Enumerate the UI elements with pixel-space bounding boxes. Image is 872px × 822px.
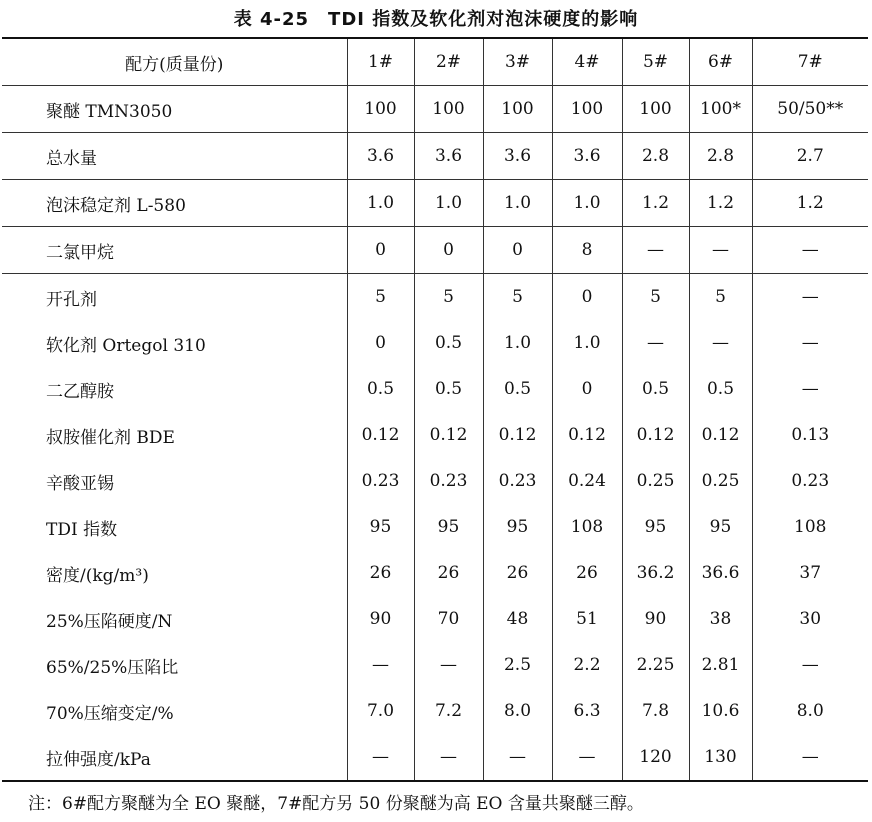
table-row bbox=[2, 688, 868, 734]
header-cell: 1# bbox=[347, 38, 414, 86]
table-cell: 48 bbox=[483, 596, 552, 642]
table-cell: 26 bbox=[347, 550, 414, 596]
table-cell: — bbox=[622, 320, 689, 366]
table-cell: 108 bbox=[552, 504, 622, 550]
header-cell: 4# bbox=[552, 38, 622, 86]
table-cell: — bbox=[552, 734, 622, 781]
table-cell: 0.23 bbox=[483, 458, 552, 504]
row-label: 密度/(kg/m³) bbox=[46, 565, 149, 586]
table-cell: 5 bbox=[483, 274, 552, 321]
table-cell: 0.12 bbox=[622, 412, 689, 458]
table-cell: 0 bbox=[347, 320, 414, 366]
table-row bbox=[2, 180, 868, 227]
table-row bbox=[2, 320, 868, 366]
table-cell: 8.0 bbox=[483, 688, 552, 734]
table-cell: 26 bbox=[552, 550, 622, 596]
header-row bbox=[2, 38, 868, 86]
table-cell: 36.2 bbox=[622, 550, 689, 596]
table-row bbox=[2, 274, 868, 321]
table-cell: 37 bbox=[752, 550, 868, 596]
table-cell: 95 bbox=[689, 504, 752, 550]
table-cell: 70 bbox=[414, 596, 483, 642]
row-label: 二乙醇胺 bbox=[46, 381, 114, 402]
row-label: 25%压陷硬度/N bbox=[46, 611, 173, 632]
row-label: 泡沫稳定剂 L-580 bbox=[2, 180, 347, 227]
table-cell: 0.24 bbox=[552, 458, 622, 504]
table-row bbox=[2, 596, 868, 642]
table-row bbox=[2, 133, 868, 180]
table-cell: 26 bbox=[483, 550, 552, 596]
header-cell: 6# bbox=[689, 38, 752, 86]
table-row bbox=[2, 366, 868, 412]
table-row bbox=[2, 504, 868, 550]
table-cell: 5 bbox=[414, 274, 483, 321]
table-cell: — bbox=[483, 734, 552, 781]
table-cell: 95 bbox=[414, 504, 483, 550]
table-cell: 90 bbox=[622, 596, 689, 642]
table-cell: 1.0 bbox=[483, 180, 552, 227]
table-cell: 0.12 bbox=[347, 412, 414, 458]
table-cell: 95 bbox=[347, 504, 414, 550]
table-cell: 0 bbox=[483, 227, 552, 274]
table-cell: 100 bbox=[347, 86, 414, 133]
table-cell: 0.5 bbox=[622, 366, 689, 412]
table-cell: 0.12 bbox=[689, 412, 752, 458]
table-row bbox=[2, 412, 868, 458]
table-cell: 0.25 bbox=[689, 458, 752, 504]
table-cell: 3.6 bbox=[483, 133, 552, 180]
table-cell: 2.8 bbox=[622, 133, 689, 180]
table-cell: 100 bbox=[414, 86, 483, 133]
formulation-table bbox=[2, 37, 868, 782]
table-cell: 0 bbox=[347, 227, 414, 274]
table-cell: — bbox=[347, 734, 414, 781]
table-row bbox=[2, 734, 868, 781]
table-cell: 2.7 bbox=[752, 133, 868, 180]
table-cell: 0.12 bbox=[552, 412, 622, 458]
row-label: 聚醚 TMN3050 bbox=[2, 86, 347, 133]
table-cell: 1.0 bbox=[414, 180, 483, 227]
table-cell: 26 bbox=[414, 550, 483, 596]
table-cell: 3.6 bbox=[552, 133, 622, 180]
table-cell: 36.6 bbox=[689, 550, 752, 596]
table-cell: 1.0 bbox=[483, 320, 552, 366]
table-cell: 95 bbox=[483, 504, 552, 550]
table-cell: 0.5 bbox=[483, 366, 552, 412]
table-note: 注：6#配方聚醚为全 EO 聚醚，7#配方另 50 份聚醚为高 EO 含量共聚醚三醇。 bbox=[28, 794, 644, 814]
table-cell: 0 bbox=[552, 274, 622, 321]
table-cell: 30 bbox=[752, 596, 868, 642]
table-row bbox=[2, 86, 868, 133]
table-cell: 1.0 bbox=[552, 320, 622, 366]
table-cell: 2.5 bbox=[483, 642, 552, 688]
row-label: 开孔剂 bbox=[46, 289, 97, 310]
row-label: 二氯甲烷 bbox=[2, 227, 347, 274]
header-cell: 2# bbox=[414, 38, 483, 86]
header-cell: 7# bbox=[752, 38, 868, 86]
table-cell: 90 bbox=[347, 596, 414, 642]
table-cell: — bbox=[752, 366, 868, 412]
table-cell: 100 bbox=[483, 86, 552, 133]
table-cell: 95 bbox=[622, 504, 689, 550]
row-label: 拉伸强度/kPa bbox=[46, 749, 151, 770]
table-cell: 0 bbox=[414, 227, 483, 274]
table-cell: 120 bbox=[622, 734, 689, 781]
table-cell: 38 bbox=[689, 596, 752, 642]
header-cell: 配方(质量份) bbox=[2, 38, 347, 86]
table-row bbox=[2, 458, 868, 504]
table-cell: 0.23 bbox=[752, 458, 868, 504]
table-cell: — bbox=[689, 320, 752, 366]
table-cell: 0.25 bbox=[622, 458, 689, 504]
table-cell: 2.8 bbox=[689, 133, 752, 180]
table-cell: 3.6 bbox=[347, 133, 414, 180]
table-cell: 2.25 bbox=[622, 642, 689, 688]
table-row bbox=[2, 550, 868, 596]
table-cell: — bbox=[752, 274, 868, 321]
table-cell: — bbox=[752, 320, 868, 366]
table-cell: 3.6 bbox=[414, 133, 483, 180]
table-cell: 50/50** bbox=[752, 86, 868, 133]
table-cell: 8 bbox=[552, 227, 622, 274]
table-cell: 0.5 bbox=[414, 320, 483, 366]
table-cell: 0.5 bbox=[347, 366, 414, 412]
table-cell: 100 bbox=[622, 86, 689, 133]
table-cell: 1.2 bbox=[752, 180, 868, 227]
header-cell: 5# bbox=[622, 38, 689, 86]
table-cell: 2.2 bbox=[552, 642, 622, 688]
table-cell: 2.81 bbox=[689, 642, 752, 688]
row-label: 叔胺催化剂 BDE bbox=[46, 427, 175, 448]
table-cell: 7.0 bbox=[347, 688, 414, 734]
table-cell: 1.0 bbox=[552, 180, 622, 227]
table-cell: 51 bbox=[552, 596, 622, 642]
table-cell: — bbox=[689, 227, 752, 274]
table-caption: 表 4-25 TDI 指数及软化剂对泡沫硬度的影响 bbox=[233, 9, 639, 30]
table-cell: — bbox=[414, 734, 483, 781]
table-cell: 1.2 bbox=[622, 180, 689, 227]
row-label: 65%/25%压陷比 bbox=[46, 657, 179, 678]
header-cell: 3# bbox=[483, 38, 552, 86]
table-cell: — bbox=[622, 227, 689, 274]
table-cell: — bbox=[752, 734, 868, 781]
table-cell: 108 bbox=[752, 504, 868, 550]
table-cell: 10.6 bbox=[689, 688, 752, 734]
table-cell: 6.3 bbox=[552, 688, 622, 734]
table-cell: 1.0 bbox=[347, 180, 414, 227]
table-cell: 0 bbox=[552, 366, 622, 412]
table-cell: 0.23 bbox=[414, 458, 483, 504]
table-cell: 0.5 bbox=[414, 366, 483, 412]
row-label: 软化剂 Ortegol 310 bbox=[46, 335, 206, 356]
table-cell: 0.12 bbox=[414, 412, 483, 458]
table-cell: 130 bbox=[689, 734, 752, 781]
table-cell: 7.2 bbox=[414, 688, 483, 734]
row-label: 总水量 bbox=[2, 133, 347, 180]
table-cell: 0.23 bbox=[347, 458, 414, 504]
table-cell: — bbox=[414, 642, 483, 688]
table-cell: 1.2 bbox=[689, 180, 752, 227]
table-cell: 100* bbox=[689, 86, 752, 133]
row-label: 70%压缩变定/% bbox=[46, 703, 174, 724]
row-label: 辛酸亚锡 bbox=[46, 473, 114, 494]
table-cell: 0.12 bbox=[483, 412, 552, 458]
table-cell: 5 bbox=[347, 274, 414, 321]
row-label: TDI 指数 bbox=[46, 519, 118, 540]
table-row bbox=[2, 642, 868, 688]
table-cell: 100 bbox=[552, 86, 622, 133]
table-row bbox=[2, 227, 868, 274]
table-cell: — bbox=[347, 642, 414, 688]
table-cell: 5 bbox=[689, 274, 752, 321]
table-cell: 0.5 bbox=[689, 366, 752, 412]
table-cell: — bbox=[752, 642, 868, 688]
table-cell: 8.0 bbox=[752, 688, 868, 734]
table-cell: 5 bbox=[622, 274, 689, 321]
table-cell: 7.8 bbox=[622, 688, 689, 734]
table-cell: 0.13 bbox=[752, 412, 868, 458]
table-cell: — bbox=[752, 227, 868, 274]
